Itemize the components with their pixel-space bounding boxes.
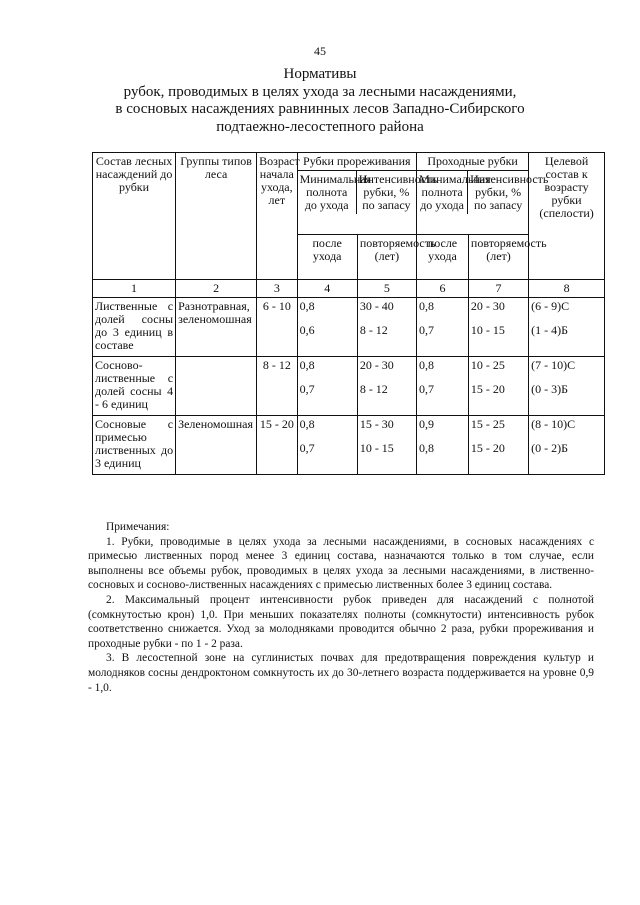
value: 0,8 (419, 299, 434, 313)
header-thinning-label: Рубки прореживания (298, 153, 416, 171)
cell-composition: Сосновые с примесью лиственных до 3 единиц (93, 416, 176, 475)
value: 0,7 (419, 382, 434, 396)
value: 0,8 (299, 417, 315, 431)
cell-intensity-2 (468, 298, 528, 357)
header-after-care-2: после ухода (417, 235, 469, 280)
table-header-row (93, 153, 605, 235)
cell-age: 15 - 20 (257, 416, 298, 475)
value: 20 - 30 (470, 299, 505, 313)
value: 0,7 (299, 441, 315, 455)
header-target: Целевой состав к возрасту рубки (спелости) (529, 153, 605, 280)
title-line: Нормативы (283, 66, 357, 82)
value: 0,8 (299, 358, 315, 372)
header-thinning-group (297, 153, 438, 235)
cell-age: 8 - 12 (257, 357, 298, 416)
norms-table (92, 152, 605, 475)
cell-min-density-2 (417, 298, 469, 357)
page-number: 45 (314, 44, 326, 58)
column-number: 4 (297, 280, 357, 298)
header-intensity-2: Интенсивность рубки, % по запасу (470, 172, 549, 212)
header-forest-type: Группы типов леса (176, 153, 257, 280)
cell-composition: Лиственные с долей сосны до 3 единиц в составе (93, 298, 176, 357)
cell-age: 6 - 10 (257, 298, 298, 357)
value: 0,7 (299, 382, 315, 396)
value: 10 - 25 (470, 358, 505, 372)
table-row (93, 357, 605, 416)
value: 0,8 (419, 358, 434, 372)
cell-intensity (357, 298, 416, 357)
value: 10 - 15 (470, 323, 505, 337)
column-number: 8 (529, 280, 605, 298)
column-number: 3 (257, 280, 298, 298)
column-number: 5 (357, 280, 416, 298)
column-number: 1 (93, 280, 176, 298)
value: (6 - 9)С (531, 299, 570, 313)
notes-section (88, 520, 594, 695)
header-intensity: Интенсивность рубки, % по запасу (358, 172, 438, 212)
value: 8 - 12 (359, 382, 388, 396)
table-row (93, 416, 605, 475)
table-row (93, 298, 605, 357)
header-after-care: после ухода (297, 235, 357, 280)
cell-intensity-2 (468, 416, 528, 475)
document-title (80, 66, 560, 136)
value: 8 - 12 (359, 323, 388, 337)
cell-composition: Сосново-лиственные с долей сосны 4 - 6 единиц (93, 357, 176, 416)
note-item: 3. В лесостепной зоне на суглинистых почвах для предотвращения повреждения культур и молодняков сосны дендроктоном сомкнутость их до 30-летнего возраста поддерживается на уровне 0,9 - 1,0. (88, 652, 594, 694)
cell-forest-type (176, 357, 257, 416)
cell-target (529, 357, 605, 416)
cell-min-density (297, 357, 357, 416)
column-number: 7 (468, 280, 528, 298)
note-item: 2. Максимальный процент интенсивности рубок приведен для насаждений с полнотой (сомкнутостью крон) 1,0. При меньших показателях полноты (сомкнутости) интенсивность рубок соответственно снижается. Уход за молодняками проводится обычно 2 раза, рубки прореживания и проходные рубки - по 1 - 2 раза. (88, 593, 594, 650)
cell-forest-type: Зеленомошная (176, 416, 257, 475)
cell-intensity (357, 357, 416, 416)
cell-intensity-2 (468, 357, 528, 416)
header-min-density-2: Минимальная полнота до ухода (419, 172, 491, 212)
cell-min-density-2 (417, 357, 469, 416)
value: 15 - 20 (470, 382, 505, 396)
column-number-row (93, 280, 605, 298)
cell-intensity (357, 416, 416, 475)
value: (0 - 2)Б (531, 441, 569, 455)
cell-min-density-2 (417, 416, 469, 475)
notes-heading: Примечания: (106, 521, 170, 533)
header-composition: Состав лесных насаждений до рубки (93, 153, 176, 280)
value: 0,6 (299, 323, 315, 337)
value: 15 - 25 (470, 417, 505, 431)
value: (1 - 4)Б (531, 323, 569, 337)
header-passage-group (417, 153, 549, 235)
title-line: подтаежно-лесостепного района (216, 118, 424, 135)
value: 15 - 20 (470, 441, 505, 455)
header-min-density: Минимальная полнота до ухода (299, 172, 372, 212)
value: (0 - 3)Б (531, 382, 569, 396)
value: 20 - 30 (359, 358, 394, 372)
column-number: 6 (417, 280, 469, 298)
cell-min-density (297, 416, 357, 475)
note-item: 1. Рубки, проводимые в целях ухода за лесными насаждениями, в сосновых насаждениях с примесью лиственных пород менее 3 единиц состава, назначаются только в том случае, если выполнены все объемы рубок, проводимых в целях ухода за лесными насаждениями, в лиственно-сосновых и сосново-лиственных насаждениях с примесью лиственных более 3 единиц состава. (88, 535, 594, 592)
cell-target (529, 416, 605, 475)
cell-target (529, 298, 605, 357)
value: 0,8 (299, 299, 315, 313)
header-age: Возраст начала ухода, лет (257, 153, 298, 280)
header-repeat-2: повторяемость (лет) (468, 235, 528, 280)
cell-forest-type: Разнотравная, зеленомошная (176, 298, 257, 357)
value: 0,7 (419, 323, 434, 337)
value: (8 - 10)С (531, 417, 576, 431)
header-passage-label: Проходные рубки (417, 153, 528, 171)
title-line: рубок, проводимых в целях ухода за лесными насаждениями, (123, 83, 517, 100)
value: 0,9 (419, 417, 434, 431)
cell-min-density (297, 298, 357, 357)
value: 30 - 40 (359, 299, 394, 313)
value: 10 - 15 (359, 441, 394, 455)
header-repeat: повторяемость (лет) (357, 235, 416, 280)
column-number: 2 (176, 280, 257, 298)
value: (7 - 10)С (531, 358, 576, 372)
title-line: в сосновых насаждениях равнинных лесов Западно-Сибирского (115, 101, 525, 117)
value: 15 - 30 (359, 417, 394, 431)
value: 0,8 (419, 441, 434, 455)
